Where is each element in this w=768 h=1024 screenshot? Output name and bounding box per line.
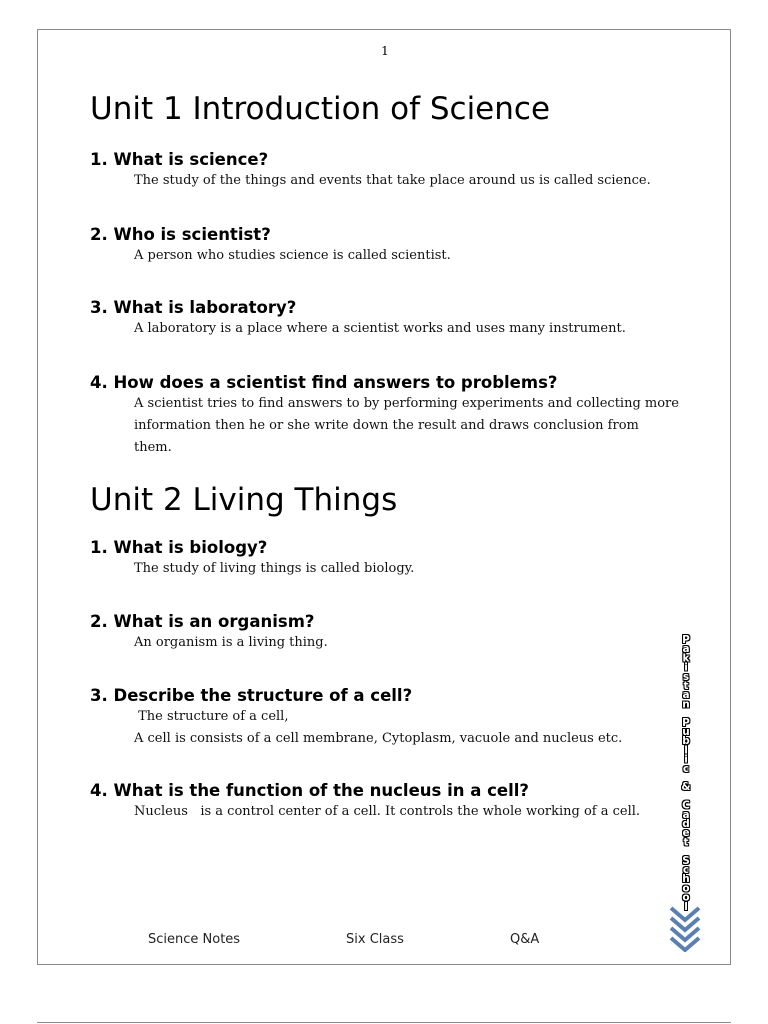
answer-text: A laboratory is a place where a scientist works and uses many instrument. (134, 321, 626, 336)
document-page (37, 29, 731, 965)
answer-text: A person who studies science is called scientist. (134, 248, 451, 263)
answer-text: An organism is a living thing. (134, 635, 328, 650)
question-heading: 3. What is laboratory? (90, 298, 297, 317)
question-heading: 2. Who is scientist? (90, 225, 271, 244)
question-heading: 1. What is biology? (90, 538, 268, 557)
answer-text-line-2: information then he or she write down the result and draws conclusion from them. (134, 418, 639, 455)
answer-text-line-1: The structure of a cell, (134, 709, 289, 724)
question-heading: 2. What is an organism? (90, 612, 315, 631)
page-content (90, 90, 680, 823)
next-page-edge (37, 1022, 731, 1023)
unit-2-question-3 (90, 686, 680, 750)
page-number: 1 (381, 44, 389, 58)
unit-2-question-4 (90, 781, 680, 823)
footer-class: Six Class (346, 932, 404, 947)
question-heading: 3. Describe the structure of a cell? (90, 686, 413, 705)
unit-2-title: Unit 2 Living Things (90, 482, 398, 518)
school-name-vertical: Pakistan Public & Cadet School (680, 633, 692, 910)
unit-1-title: Unit 1 Introduction of Science (90, 91, 551, 127)
question-heading: 1. What is science? (90, 150, 269, 169)
chevron-1 (671, 908, 699, 920)
answer-text: Nucleus is a control center of a cell. It controls the whole working of a cell. (134, 804, 641, 819)
answer-text-line-1: A scientist tries to find answers to by performing experiments and collecting more (134, 396, 679, 411)
footer-type: Q&A (510, 932, 540, 947)
unit-1-question-2 (90, 225, 680, 267)
page-footer (38, 932, 732, 952)
unit-1-question-1 (90, 150, 680, 192)
unit-1-question-3 (90, 298, 680, 340)
answer-text: The study of living things is called biology. (134, 561, 415, 576)
unit-1-question-4 (90, 373, 680, 459)
footer-subject: Science Notes (148, 932, 241, 947)
answer-text: The study of the things and events that take place around us is called science. (134, 173, 651, 188)
question-heading: 4. How does a scientist find answers to problems? (90, 373, 558, 392)
unit-2-question-1 (90, 538, 680, 580)
answer-text-line-2: A cell is consists of a cell membrane, Cytoplasm, vacuole and nucleus etc. (134, 731, 623, 746)
question-heading: 4. What is the function of the nucleus in a cell? (90, 781, 529, 800)
unit-2-question-2 (90, 612, 680, 654)
